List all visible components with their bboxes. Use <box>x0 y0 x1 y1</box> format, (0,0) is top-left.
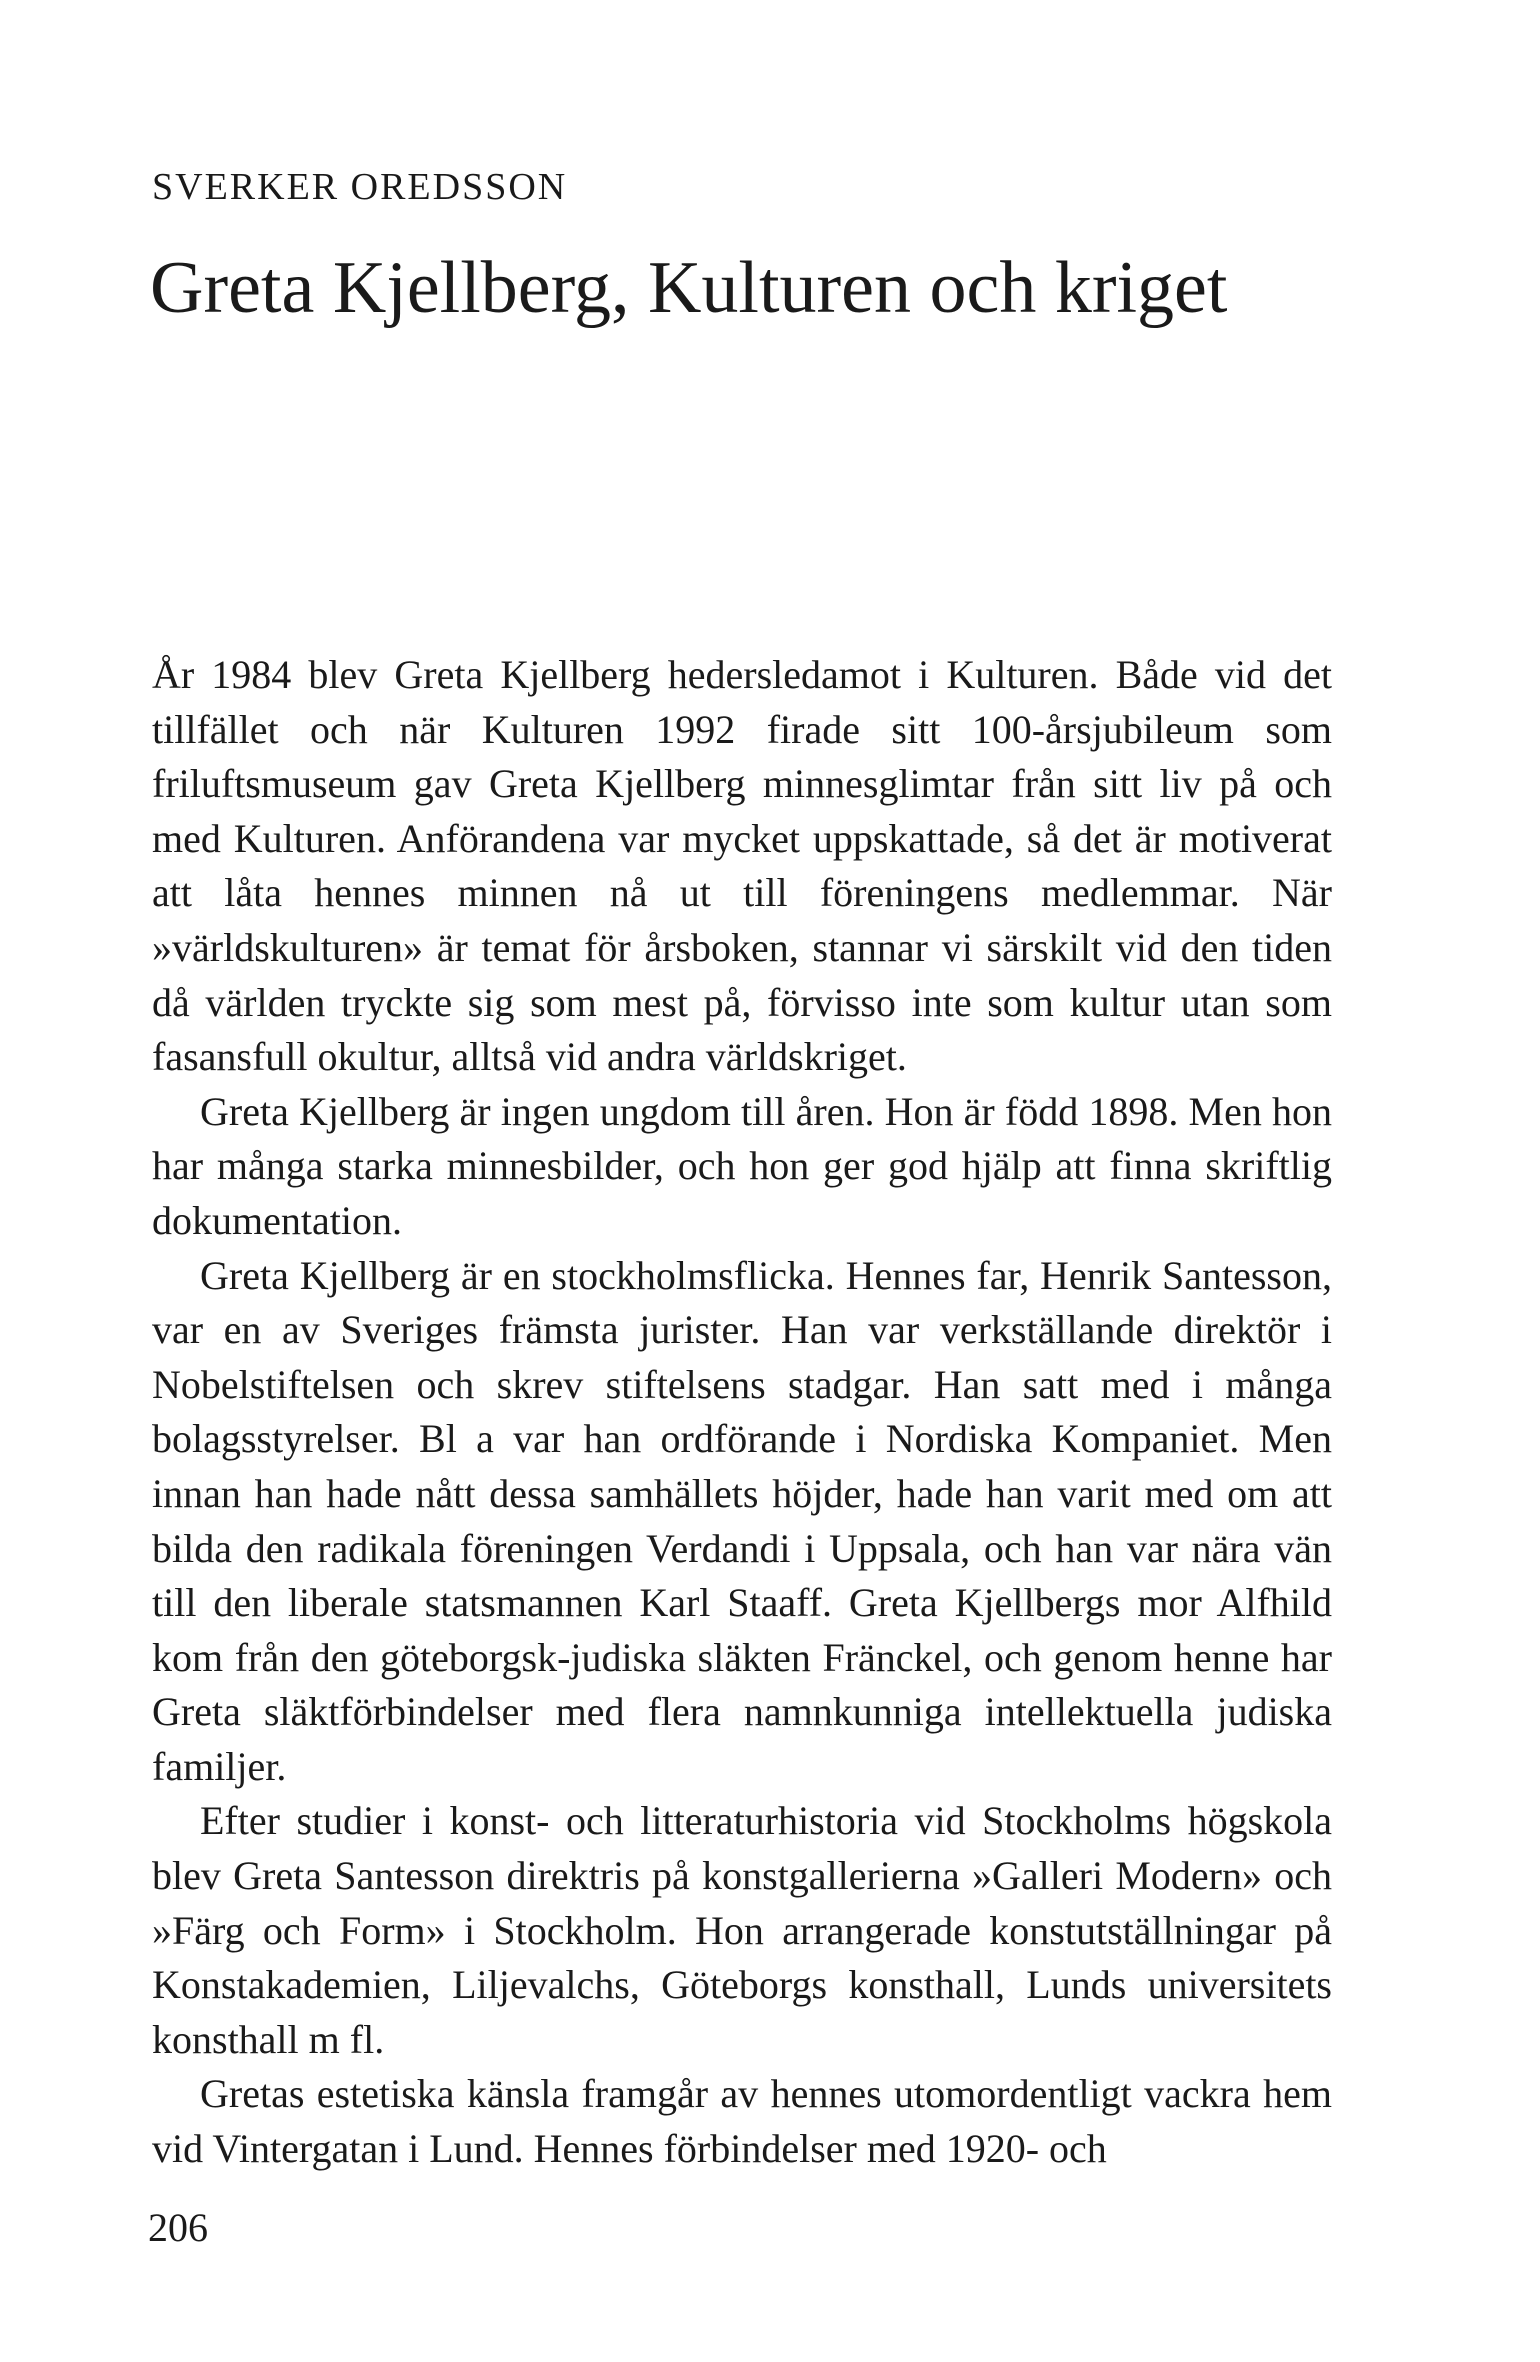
paragraph: Greta Kjellberg är ingen ungdom till åren. Hon är född 1898. Men hon har många starka minnesbilder, och hon ger god hjälp att finna skriftlig dokumentation. <box>152 1088 1332 1243</box>
paragraph: Gretas estetiska känsla framgår av hennes utomordentligt vackra hem vid Vintergatan i Lund. Hennes förbindelser med 1920- och <box>152 2071 1332 2172</box>
paragraph: Efter studier i konst- och litteraturhistoria vid Stockholms högskola blev Greta Santesson direktris på konstgallerierna »Galleri Modern» och »Färg och Form» i Stockholm. Hon arrangerade konstutställningar på Konstakademien, Liljevalchs, Göteborgs konsthall, Lunds universitets konsthall m fl. <box>152 1798 1332 2062</box>
author-name: SVERKER OREDSSON <box>152 166 568 208</box>
article-body <box>152 648 1332 2177</box>
paragraph: Greta Kjellberg är en stockholmsflicka. Hennes far, Henrik Santesson, var en av Sveriges främsta jurister. Han var verkställande direktör i Nobelstiftelsen och skrev stiftelsens stadgar. Han satt med i många bolagsstyrelser. Bl a var han ordförande i Nordiska Kompaniet. Men innan han hade nått dessa samhällets höjder, hade han varit med om att bilda den radikala föreningen Verdandi i Uppsala, och han var nära vän till den liberale statsmannen Karl Staaff. Greta Kjellbergs mor Alfhild kom från den göteborgsk-judiska släkten Fränckel, och genom henne har Greta släktförbindelser med flera namnkunniga intellektuella judiska familjer. <box>152 1252 1332 1789</box>
article-title: Greta Kjellberg, Kulturen och kriget <box>150 247 1228 329</box>
page-number: 206 <box>148 2205 208 2250</box>
paragraph: År 1984 blev Greta Kjellberg hedersledamot i Kulturen. Både vid det tillfället och när Kulturen 1992 firade sitt 100-årsjubileum som friluftsmuseum gav Greta Kjellberg minnesglimtar från sitt liv på och med Kulturen. Anförandena var mycket uppskattade, så det är motiverat att låta hennes minnen nå ut till föreningens medlemmar. När »världskulturen» är temat för årsboken, stannar vi särskilt vid den tiden då världen tryckte sig som mest på, förvisso inte som kultur utan som fasansfull okultur, alltså vid andra världskriget. <box>152 652 1332 1080</box>
